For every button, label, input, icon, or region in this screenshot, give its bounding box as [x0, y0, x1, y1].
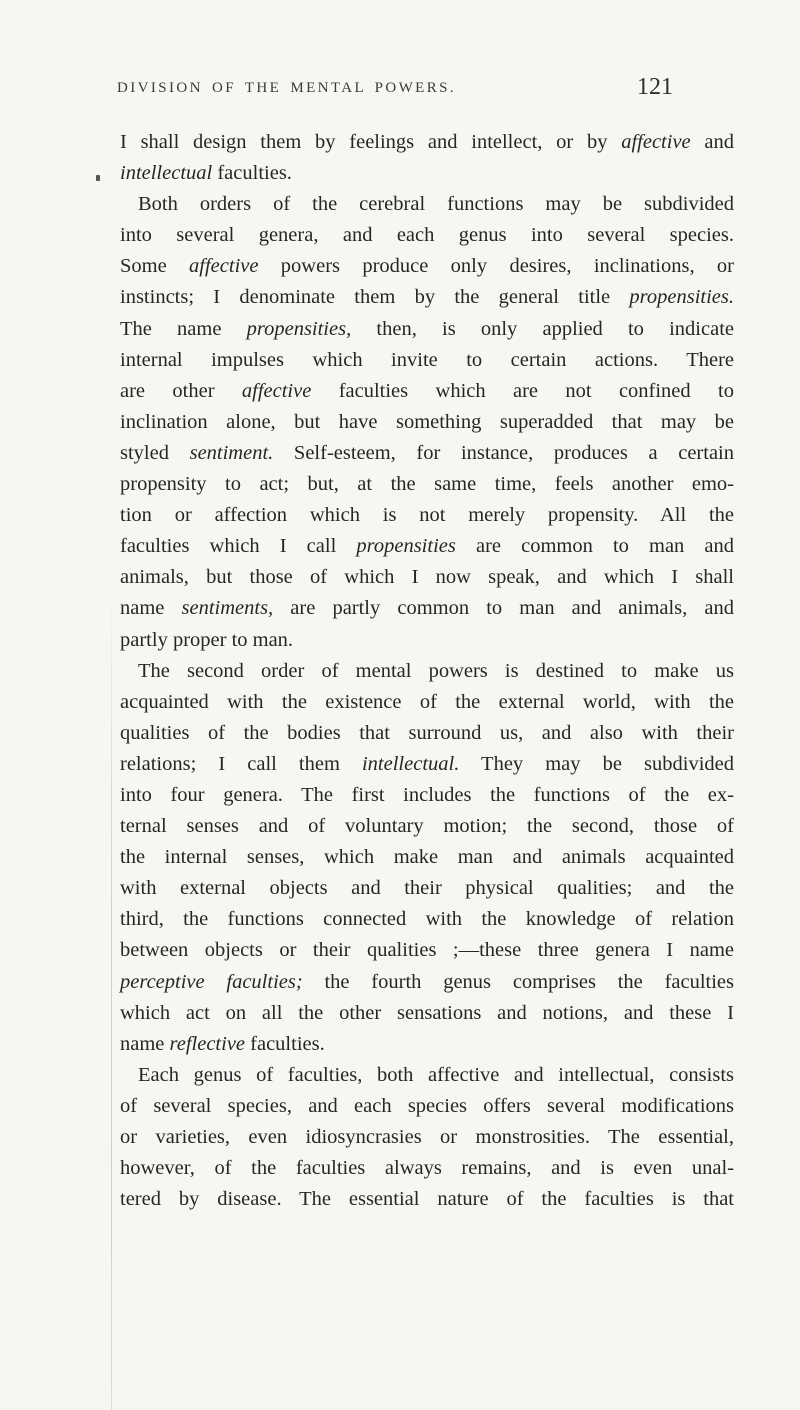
text-line: into several genera, and each genus into several species.	[120, 224, 734, 247]
text-line: tered by disease. The essential nature of the faculties is that	[120, 1188, 734, 1211]
text-line: I shall design them by feelings and intellect, or by affective and	[120, 131, 734, 153]
text-line: or varieties, even idiosyncrasies or monstrosities. The essential,	[120, 1126, 734, 1148]
text-line: third, the functions connected with the knowledge of relation	[120, 908, 734, 931]
text-line: perceptive faculties; the fourth genus comprises the faculties	[120, 970, 735, 993]
emphasis: affective	[241, 379, 312, 402]
text-line: are other affective faculties which are not confined to	[120, 379, 734, 402]
text-line: the internal senses, which make man and animals acquainted	[120, 846, 734, 869]
text-line: faculties which I call propensities are common to man and	[120, 535, 735, 558]
text-line: ternal senses and of voluntary motion; the second, those of	[120, 815, 734, 838]
text-line: with external objects and their physical qualities; and the	[120, 877, 734, 900]
text-line: Both orders of the cerebral functions may be subdivided	[138, 193, 734, 216]
emphasis: intellectual.	[361, 752, 460, 775]
text-line: name reflective faculties.	[120, 1032, 325, 1055]
text-line: however, of the faculties always remains, and is even unal-	[120, 1157, 734, 1180]
text-line: Some affective powers produce only desires, inclinations, or	[120, 255, 734, 278]
text-line: name sentiments, are partly common to man and animals, and	[120, 597, 734, 620]
text-line: inclination alone, but have something superadded that may be	[120, 410, 734, 433]
running-title: DIVISION OF THE MENTAL POWERS.	[117, 80, 457, 96]
text-line: relations; I call them intellectual. They may be subdivided	[120, 752, 734, 775]
text-line: acquainted with the existence of the external world, with the	[120, 690, 734, 713]
emphasis: propensities,	[246, 317, 352, 340]
text-line: tion or affection which is not merely propensity. All the	[120, 504, 734, 527]
text-line: styled sentiment. Self-esteem, for instance, produces a certain	[120, 441, 734, 464]
page-header	[0, 74, 800, 110]
text-line: qualities of the bodies that surround us, and also with their	[120, 721, 734, 744]
text-line: which act on all the other sensations and notions, and these I	[120, 1001, 734, 1024]
text-line: instincts; I denominate them by the general title propensities.	[120, 286, 734, 309]
text-line: of several species, and each species offers several modifications	[120, 1094, 734, 1117]
text-line: Each genus of faculties, both affective and intellectual, consists	[138, 1063, 734, 1086]
text-line: animals, but those of which I now speak, and which I shall	[120, 566, 734, 589]
emphasis: affective	[621, 131, 691, 153]
emphasis: intellectual	[120, 162, 213, 185]
text-line: internal impulses which invite to certain actions. There	[120, 348, 734, 371]
text-line: partly proper to man.	[120, 628, 294, 651]
binding-edge	[111, 580, 112, 1410]
body-text	[120, 127, 734, 1215]
page-number: 121	[637, 74, 673, 100]
emphasis: perceptive faculties;	[120, 970, 303, 993]
emphasis: propensities.	[629, 286, 734, 309]
emphasis: reflective	[169, 1032, 246, 1055]
text-line: propensity to act; but, at the same time, feels another emo-	[120, 473, 734, 496]
text-line: between objects or their qualities ;—these three genera I name	[120, 939, 734, 962]
margin-mark	[96, 175, 100, 181]
emphasis: sentiments,	[181, 597, 274, 620]
text-line: The second order of mental powers is destined to make us	[138, 659, 734, 682]
emphasis: affective	[189, 255, 259, 278]
text-line: into four genera. The first includes the functions of the ex-	[120, 783, 734, 806]
emphasis: sentiment.	[189, 441, 274, 464]
emphasis: propensities	[356, 535, 456, 558]
text-line: The name propensities, then, is only applied to indicate	[120, 317, 734, 340]
text-line: intellectual faculties.	[120, 162, 292, 185]
